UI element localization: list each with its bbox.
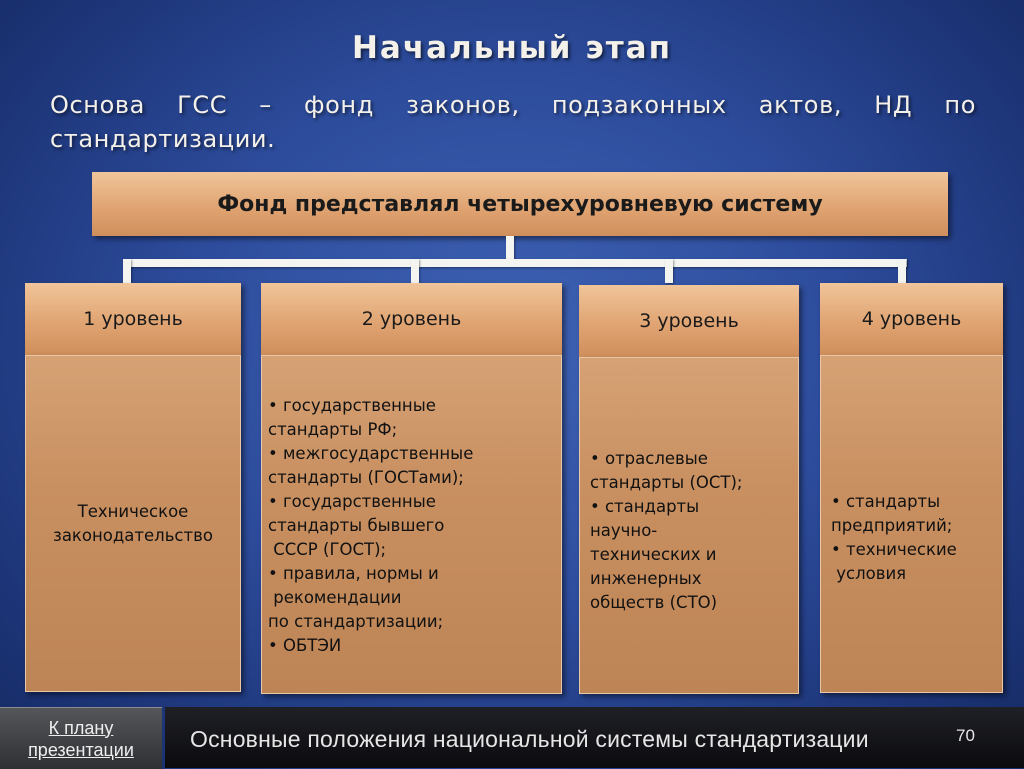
footer-caption: Основные положения национальной системы стандартизации <box>190 726 869 752</box>
level-1-header <box>25 283 241 355</box>
level-3-header <box>579 285 799 357</box>
level-1-body-text: Техническое законодательство <box>53 501 213 545</box>
connector-horizontal <box>127 259 907 267</box>
connector-level-4 <box>898 259 906 283</box>
level-3-body-text: • отраслевые стандарты (ОСТ); • стандарты научно- технических и инженерных обществ (СТО) <box>590 448 743 612</box>
level-3-header-label: 3 уровень <box>639 310 739 332</box>
level-1-body <box>25 355 241 692</box>
slide-title: Начальный этап <box>351 30 673 66</box>
level-2-header-label: 2 уровень <box>361 308 462 330</box>
level-4-body <box>820 355 1003 693</box>
back-to-plan-link[interactable] <box>0 707 162 769</box>
connector-level-3 <box>665 259 673 283</box>
level-2-body <box>261 355 562 694</box>
level-4-body-text: • стандарты предприятий; • технические условия <box>831 492 957 583</box>
back-to-plan-label[interactable]: К плану презентации <box>28 717 134 760</box>
level-2-body-text: • государственные стандарты РФ; • межгосударственные стандарты (ГОСТами); • государственные стандарты бывшего СССР (ГОСТ); • правила, нормы и рекомендации по стандартизации; • ОБТЭИ <box>268 395 474 655</box>
level-1-header-label: 1 уровень <box>83 308 183 330</box>
slide-subtitle: Основа ГСС – фонд законов, подзаконных актов, НД по стандартизации. <box>50 91 976 153</box>
level-3-body <box>579 357 799 694</box>
level-4-header <box>820 283 1003 355</box>
level-2-header <box>261 283 562 355</box>
fund-box <box>92 172 948 236</box>
page-number: 70 <box>956 726 975 745</box>
connector-level-1 <box>123 259 131 283</box>
connector-level-2 <box>411 259 419 283</box>
fund-box-label: Фонд представлял четырехуровневую систему <box>217 191 823 217</box>
level-4-header-label: 4 уровень <box>861 308 962 330</box>
